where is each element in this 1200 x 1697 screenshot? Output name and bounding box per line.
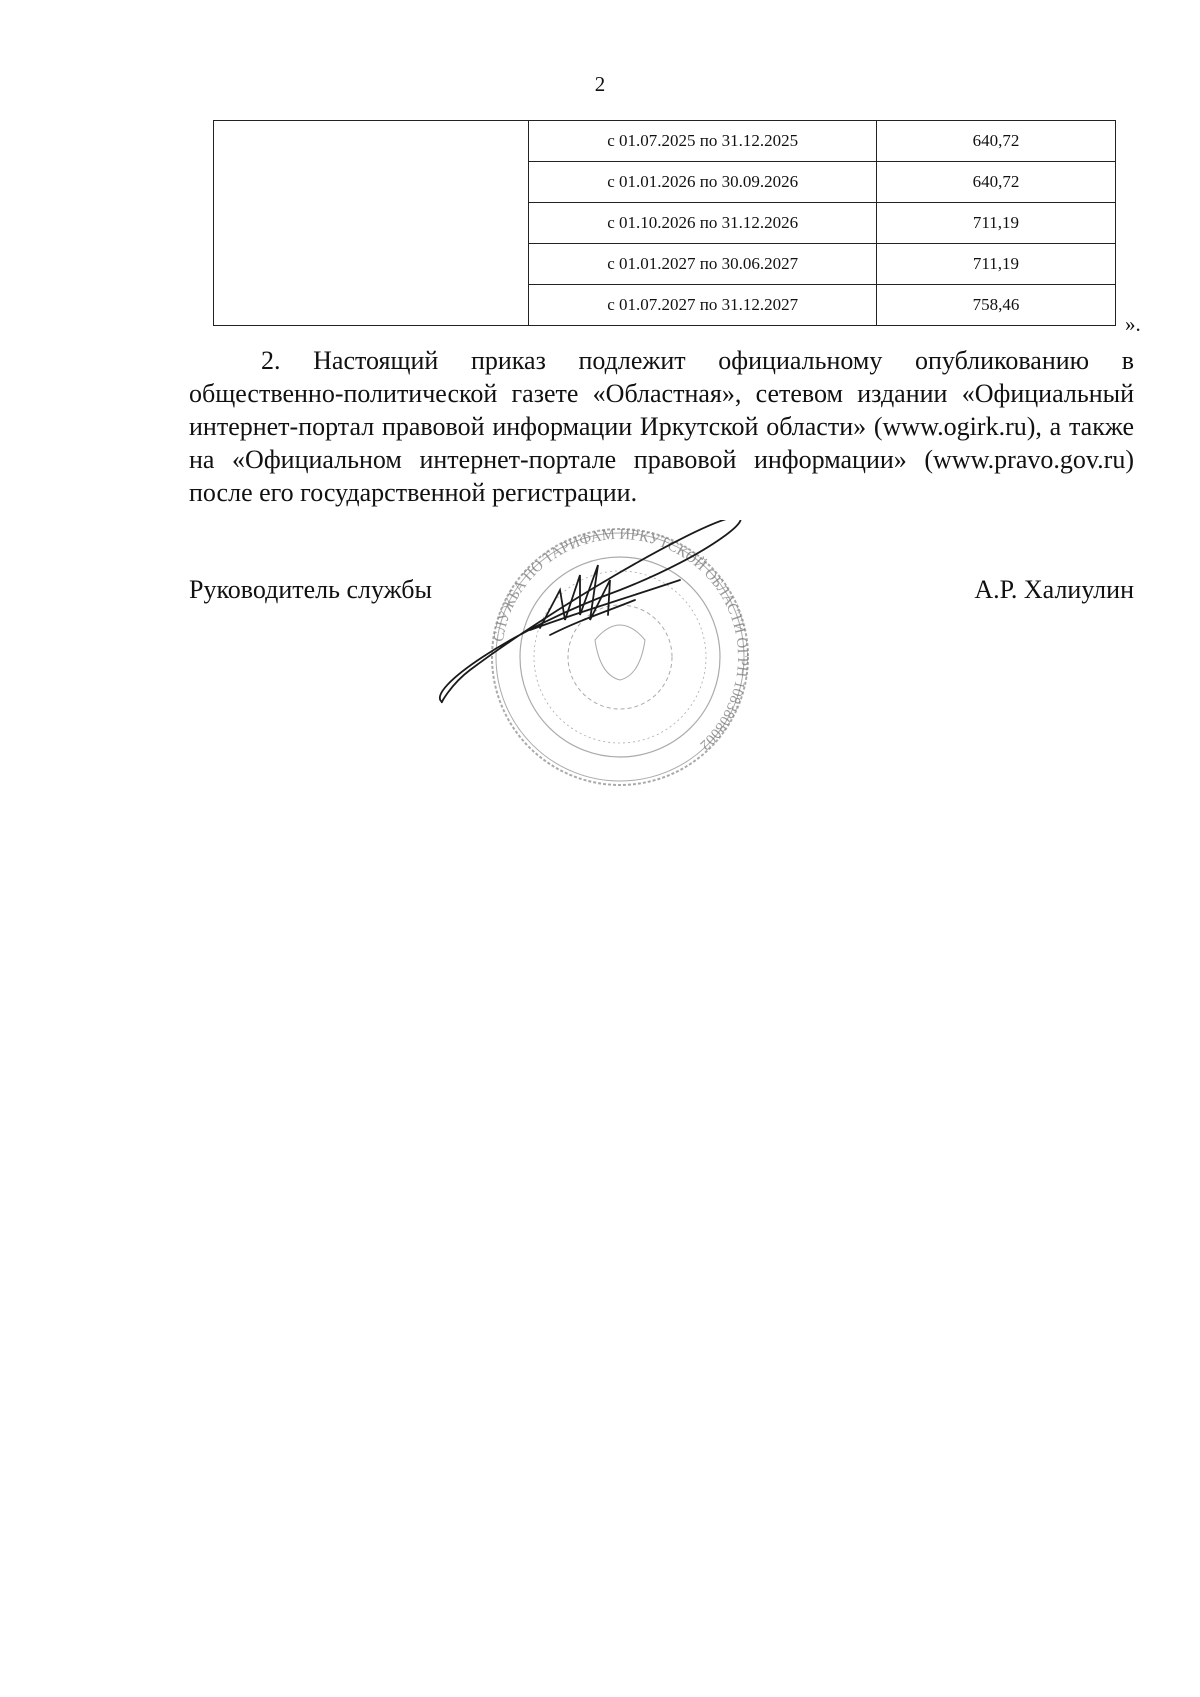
period-cell: с 01.10.2026 по 31.12.2026 <box>529 203 877 244</box>
value-cell: 711,19 <box>876 203 1115 244</box>
value-cell: 711,19 <box>876 244 1115 285</box>
closing-quote: ». <box>1125 312 1141 336</box>
signer-name: А.Р. Халиулин <box>974 575 1134 604</box>
tariff-table <box>213 120 1116 326</box>
page-number: 2 <box>594 72 606 96</box>
period-cell: с 01.07.2025 по 31.12.2025 <box>529 121 877 162</box>
table-row <box>214 121 1116 162</box>
signer-position: Руководитель службы <box>189 575 432 604</box>
period-cell: с 01.07.2027 по 31.12.2027 <box>529 285 877 326</box>
empty-cell <box>214 121 529 326</box>
stamp-text: СЛУЖБА ПО ТАРИФАМ ИРКУТСКОЙ ОБЛАСТИ ОГРН 1083808002 <box>490 526 751 754</box>
value-cell: 640,72 <box>876 162 1115 203</box>
publication-paragraph: 2. Настоящий приказ подлежит официальному опубликованию в общественно-политической газете «Областная», сетевом издании «Официальный интернет-портал правовой информации Иркутской области» (www.ogirk.ru), а также на «Официальном интернет-портале правовой информации» (www.pravo.gov.ru) после его государственной регистрации. <box>189 346 1134 507</box>
period-cell: с 01.01.2027 по 30.06.2027 <box>529 244 877 285</box>
value-cell: 758,46 <box>876 285 1115 326</box>
handwritten-signature <box>440 520 741 702</box>
period-cell: с 01.01.2026 по 30.09.2026 <box>529 162 877 203</box>
value-cell: 640,72 <box>876 121 1115 162</box>
stamp-and-signature <box>430 520 800 800</box>
